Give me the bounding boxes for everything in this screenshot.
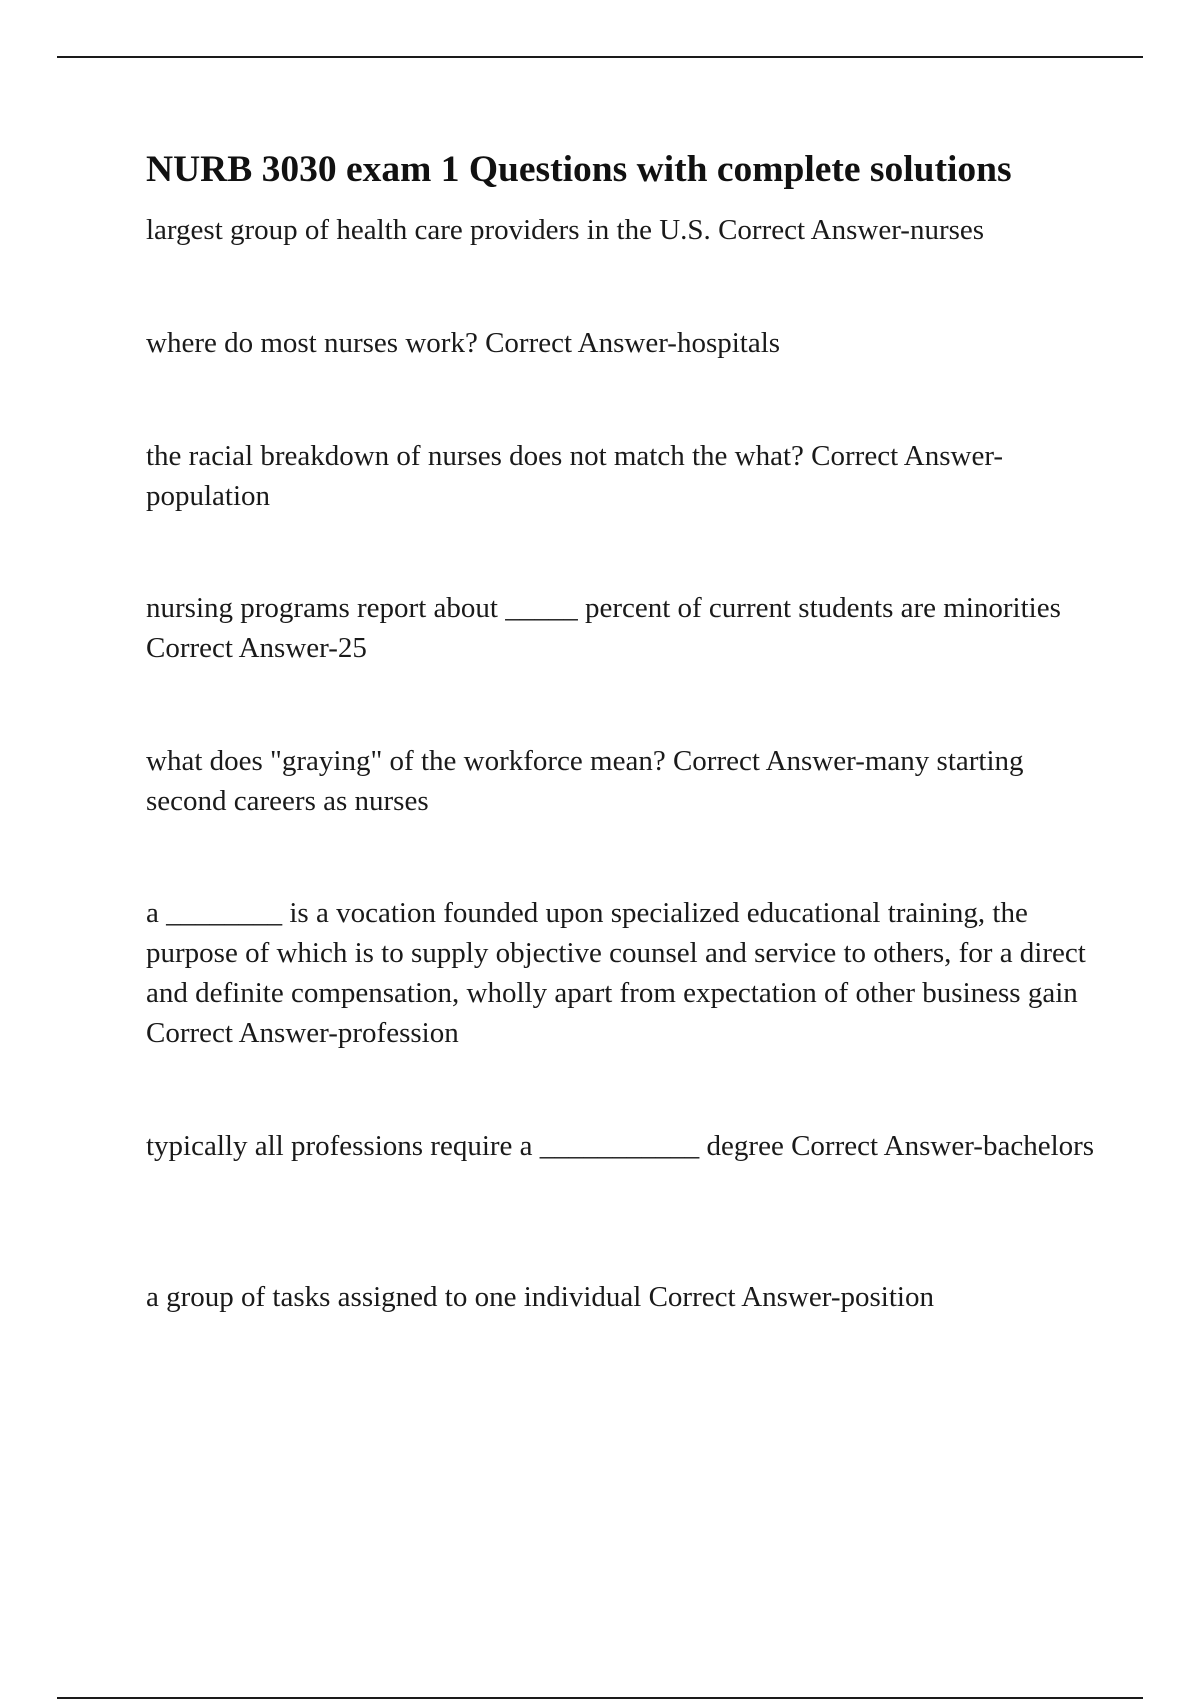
- question-text: a ________ is a vocation founded upon specialized educational training, the purpose of which is to supply objective counsel and service to others, for a direct and definite compensation, wholly apart from expectation of other business gain: [146, 897, 1086, 1009]
- question-text: what does "graying" of the workforce mean?: [146, 745, 666, 777]
- qa-item: [146, 588, 1106, 668]
- answer-text: nurses: [909, 214, 985, 246]
- answer-label: Correct Answer-: [791, 1130, 983, 1162]
- top-rule: [57, 56, 1143, 58]
- answer-text: hospitals: [676, 327, 781, 359]
- question-text: nursing programs report about _____ percent of current students are minorities: [146, 592, 1061, 624]
- answer-text: profession: [337, 1017, 459, 1049]
- answer-label: Correct Answer-: [672, 745, 865, 777]
- qa-item: [146, 436, 1106, 516]
- qa-item: [146, 210, 1106, 250]
- qa-item: [146, 1126, 1106, 1166]
- document-body: [146, 142, 1106, 1313]
- answer-label: Correct Answer-: [648, 1281, 841, 1313]
- qa-item: [146, 323, 1106, 363]
- answer-text: 25: [337, 632, 367, 664]
- answer-label: Correct Answer-: [718, 214, 910, 246]
- question-text: the racial breakdown of nurses does not match the what?: [146, 440, 804, 472]
- qa-item: [146, 893, 1106, 1053]
- question-text: largest group of health care providers in the U.S.: [146, 214, 711, 246]
- answer-label: Correct Answer-: [146, 632, 338, 664]
- answer-label: Correct Answer-: [146, 1017, 338, 1049]
- question-text: where do most nurses work?: [146, 327, 478, 359]
- answer-text: bachelors: [982, 1130, 1095, 1162]
- answer-text: position: [840, 1281, 934, 1313]
- answer-label: Correct Answer-: [485, 327, 677, 359]
- answer-text: many starting second careers as nurses: [146, 745, 1024, 817]
- document-title: NURB 3030 exam 1 Questions with complete solutions: [146, 149, 1012, 190]
- bottom-rule: [57, 1697, 1143, 1699]
- answer-label: Correct Answer-: [811, 440, 1004, 472]
- qa-item: [146, 1277, 1106, 1317]
- question-text: a group of tasks assigned to one individual: [146, 1281, 642, 1313]
- answer-text: population: [146, 480, 271, 512]
- question-text: typically all professions require a ___________ degree: [146, 1130, 784, 1162]
- qa-item: [146, 741, 1106, 821]
